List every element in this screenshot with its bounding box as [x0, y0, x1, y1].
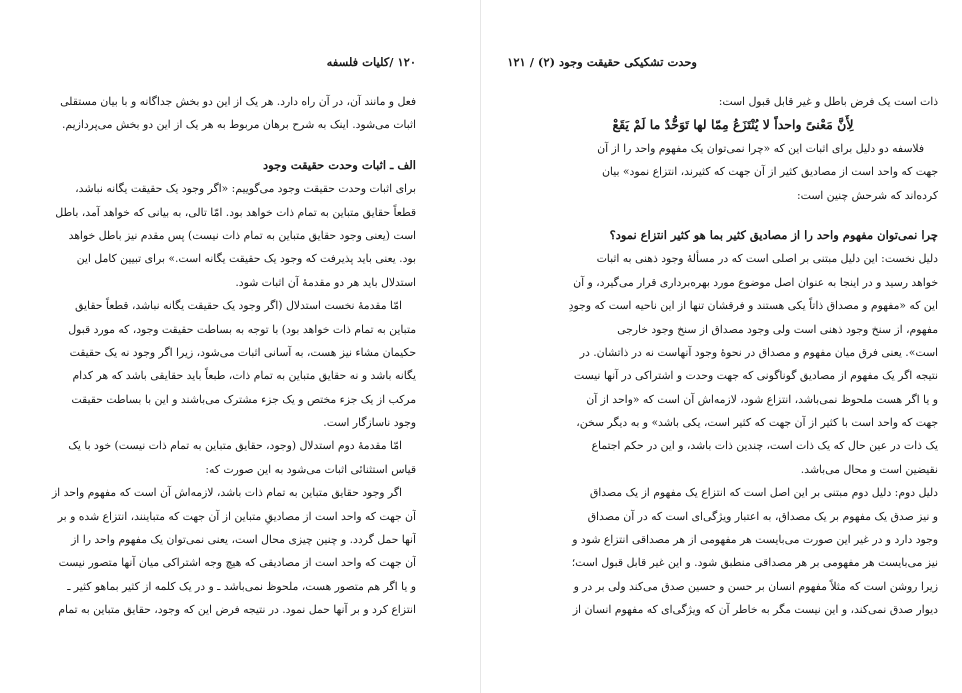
text-line: اگر وجود حقایق متباین به تمام ذات باشد، لازمه‌اش آن است که مفهوم واحد از — [51, 486, 402, 500]
section-heading: چرا نمی‌توان مفهوم واحد را از مصادیق کثیر بما هو کثیر انتزاع نمود؟ — [609, 227, 938, 242]
text-line: است (یعنی وجود حقایق متباین به تمام ذات نیست) پس مقدم نیز باطل خواهد — [68, 228, 416, 242]
text-line: ذات است یک فرض باطل و غیر قابل قبول است: — [718, 95, 938, 108]
text-line: زیرا روشن است که مثلاً مفهوم انسان بر حسن و حسین صدق می‌کند ولی بر در و — [573, 579, 938, 593]
text-line: آن جهت که واحد است از مصادیقِ متباین از آن جهت که متباینند، انتزاع شده و بر — [57, 509, 416, 523]
text-line: و یا اگر هم متصور هست، ملحوظ نمی‌باشد ـ و در یک کلمه از کثیر بماهو کثیر ـ — [67, 579, 416, 593]
text-line: آنها حمل گردد. و چنین چیزی محال است، یعنی نمی‌توان یک مفهوم واحد را از — [71, 533, 416, 547]
running-head-left: ١٢٠ /کلیات فلسفه — [326, 55, 416, 69]
left-text-block — [16, 90, 416, 622]
text-line: فعل و مانند آن، در آن راه دارد. هر یک از این دو بخش جداگانه و با بیان مستقلی — [60, 95, 416, 108]
text-line: آن جهت که واحد است از مصادیقی که هیچ وجه اشتراکی میان آنها متصور نیست — [58, 556, 416, 570]
text-line: وجود ناسازگار است. — [323, 416, 416, 430]
text-line: نقیضین است و محال می‌باشد. — [800, 462, 938, 476]
text-line: یک ذات در عین حال که یک ذات است، چندین ذات باشد، و این در حکم اجتماع — [591, 439, 938, 453]
text-line: وجود دارد و در غیر این صورت می‌بایست هر مفهومی از هر مصداقی انتزاع شود و — [572, 533, 938, 547]
verse-line: لِأَنَّ مَعْنىً واحداً لا یُنْتَزَعُ مِمّا لها تَوَحُّدٌ ما لَمْ یَقَعْ — [612, 117, 854, 133]
text-line: مرکب از یک جزء مختص و یک جزء مشترک می‌باشند و این با بساطت حقیقت — [71, 392, 416, 406]
text-line: و نیز صدق یک مفهوم بر یک مصداق، به اعتبار ویژگی‌ای است که در آن مصداق — [587, 509, 938, 523]
text-line: است». یعنی فرق میان مفهوم و مصداق در نحوهٔ وجود آنهاست نه در ذاتشان. در — [579, 345, 938, 359]
text-line: اثبات می‌شود. اینک به شرح برهان مربوط به هر یک از این دو بخش می‌پردازیم. — [62, 118, 416, 132]
text-line: فلاسفه دو دلیل برای اثبات این که «چرا نمی‌توان یک مفهوم واحد را از آن — [597, 141, 924, 155]
running-head-right: وحدت تشکیکی حقیقت وجود (۲) / ١٢١ — [507, 55, 697, 69]
text-line: دلیل نخست: این دلیل مبتنی بر اصلی است که در مسألهٔ وجود ذهنی به اثبات — [596, 252, 938, 266]
text-line: امّا مقدمهٔ دوم استدلال (وجود، حقایق متباین به تمام ذات نیست) خود با یک — [68, 439, 402, 453]
text-line: خواهد رسید و در اینجا به عنوان اصل موضوع مورد بهره‌برداری قرار می‌گیرد، و آن — [573, 275, 938, 289]
right-text-block — [528, 90, 938, 622]
right-page — [481, 0, 962, 693]
text-line: این که «مفهوم و مصداق ذاتاً یکی هستند و فرقشان تنها از این ناحیه است که وجودِ — [568, 299, 938, 313]
text-line: مفهوم، از سنخ وجود ذهنی است ولی وجود مصداق از سنخ وجود خارجی — [617, 322, 938, 336]
text-line: برای اثبات وحدت حقیقت وجود می‌گوییم: «اگر وجود یک حقیقت یگانه نباشد، — [75, 182, 416, 196]
text-line: حکیمان مشاء نیز هست، به آسانی اثبات می‌شود، زیرا اگر وجود نه یک حقیقت — [69, 345, 416, 359]
text-line: قطعاً حقایق متباین به تمام ذات خواهد بود. امّا تالی، به بیانی که خواهد آمد، باطل — [55, 205, 416, 219]
text-line: نتیجه اگر یک مفهوم از مصادیق گوناگونی که جهت وحدت و اشتراکی در آنها نیست — [573, 369, 938, 383]
text-line: انتزاع کرد و بر آنها حمل نمود. در نتیجه فرض این که وجود، حقایق متباین به تمام — [58, 603, 416, 617]
text-line: استدلال باید هر دو مقدمهٔ آن اثبات شود. — [235, 275, 416, 289]
text-line: جهت که واحد است از مصادیق کثیر از آن جهت که کثیرند، انتزاع نمود» بیان — [602, 165, 938, 179]
text-line: جهت که واحد است با کثیر از آن جهت که کثیر است، یکی باشد» و به دیگر سخن، — [576, 416, 938, 430]
text-line: امّا مقدمهٔ نخست استدلال (اگر وجود یک حقیقت یگانه نباشد، قطعاً حقایق — [75, 299, 402, 313]
text-line: کرده‌اند که شرحش چنین است: — [796, 188, 938, 202]
text-line: متباین به تمام ذات خواهد بود) با توجه به بساطت حقیقت وجود، که مورد قبول — [68, 322, 416, 336]
text-line: یگانه باشد و نه حقایق متباین به تمام ذات، طبعاً باید حقایقی باشد که هر کدام — [72, 369, 416, 383]
text-line: نیز می‌بایست هر مفهومی بر هر مصداقی منطبق شود. و این غیر قابل قبول است؛ — [571, 556, 938, 570]
text-line: قیاس استثنائی اثبات می‌شود به این صورت که: — [205, 462, 416, 476]
section-heading: الف ـ اثبات وحدت حقیقت وجود — [263, 157, 416, 172]
text-line: بود. یعنی باید پذیرفت که وجود یک حقیقت یگانه است.» برای تبیین کامل این — [76, 252, 416, 266]
text-line: دیوار صدق نمی‌کند، و این نیست مگر به خاطر آن که ویژگی‌ای که مفهوم انسان از — [572, 603, 938, 617]
text-line: و یا اگر هست ملحوظ نمی‌باشد، انتزاع شود، لازمه‌اش آن است که «واحد از آن — [586, 392, 938, 406]
text-line: دلیل دوم: دلیل دوم مبتنی بر این اصل است که انتزاع یک مفهوم از یک مصداق — [589, 486, 938, 500]
